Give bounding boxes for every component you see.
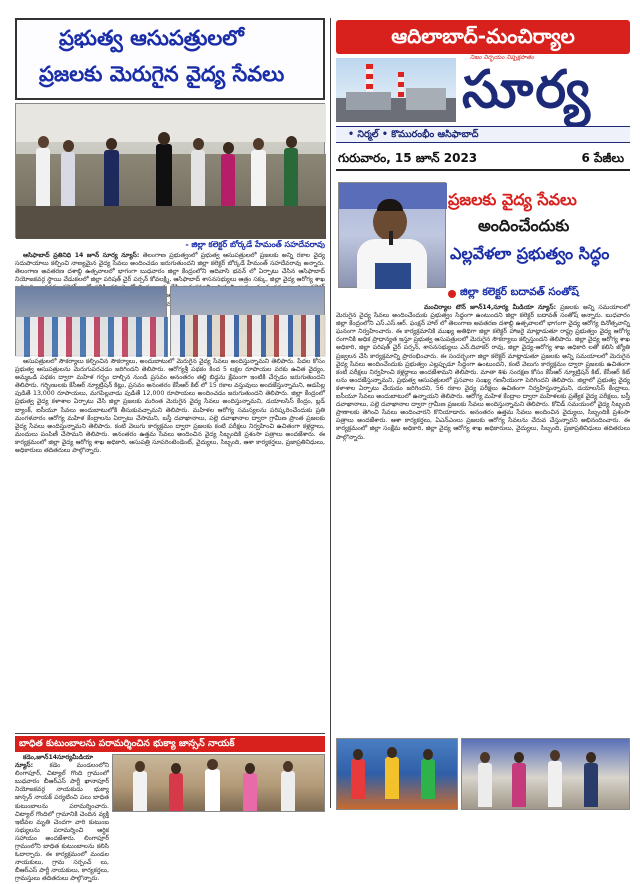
lead-photo-caption: - జిల్లా కలెక్టర్ బోర్కడే హేమంత్ సహదేవరావు — [185, 240, 325, 249]
right-photo-dance — [336, 738, 458, 810]
masthead-building-image — [336, 58, 456, 122]
right-headline-line-3: ఎల్లవేళలా ప్రభుత్వం సిద్ధం — [450, 244, 610, 263]
right-body: ప్రజలకు అన్ని సమయాలలో మెరుగైన వైద్య సేవలు అందించేందుకు ప్రభుత్వం సిద్ధంగా ఉంటుందని జిల్లా కలెక్టర్ బదావత్ సంతోష్ అన్నారు. బుధవారం జిల్లా కేంద్రంలోని ఎస్.ఎస్.ఆర్. ఫంక్షన్ హాల్ లో తెలంగాణ అవతరణ దశాబ్ది ఉత్సవాలలో భాగంగా వైద్య ఆరోగ్య దినోత్సవాన్ని ఘనంగా నిర్వహించారు. ఈ కార్యక్రమానికి ముఖ్య అతిథిగా జిల్లా కలెక్టర్ హాజరై మాట్లాడుతూ రాష్ట్ర ప్రభుత్వం వైద్య ఆరోగ్య రంగానికి అధిక ప్రాధాన్యత ఇస్తూ ప్రభుత్వ ఆసుపత్రులలో మెరుగైన సౌకర్యాలు కల్పిస్తుందని తెలిపారు. జిల్లా వైద్య ఆరోగ్య శాఖ అధికారి, జిల్లా పరిషత్ చైర్ పర్సన్, శాసనసభ్యులు ఎన్.దివాకర్ రావు, జిల్లా వైద్య-ఆరోగ్య శాఖ అధికారి లతో కలిసి జ్యోతి ప్రజ్వలన చేసి కార్యక్రమాన్ని ప్రారంభించారు. ఈ సందర్భంగా జిల్లా కలెక్టర్ మాట్లాడుతూ ప్రజలకు అన్ని సమయాలలో మెరుగైన వైద్య సేవలు అందించేందుకు ప్రభుత్వం ఎల్లప్పుడూ సిద్ధంగా ఉంటుందని, కంటి వెలుగు కార్యక్రమం ద్వారా ప్రజలకు ఉచితంగా కంటి పరీక్షలు నిర్వహించి కళ్లద్దాలు అందజేశామని తెలిపారు. మాతా శిశు సంరక్షణ కోసం కేసీఆర్ న్యూట్రిషన్ కిట్, కేసీఆర్ కిట్ లను అందజేస్తున్నామని, ప్రభుత్వ ఆసుపత్రులలో ప్రసవాల సంఖ్య గణనీయంగా పెరిగిందని తెలిపారు. జిల్లాలో ప్రభుత్వ వైద్య కళాశాల ఏర్పాటు చేయడం జరిగిందని, 56 రకాల వైద్య పరీక్షలు ఉచితంగా నిర్వహిస్తున్నామని, డయాలసిస్ కేంద్రాలు, ఐసీయూ సేవలు అందుబాటులో ఉన్నాయని తెలిపారు. ఆరోగ్య మహిళ కేంద్రాల ద్వారా మహిళలకు ప్రత్యేక వైద్య పరీక్షలు, బస్తీ దవాఖానాలు, పల్లె దవాఖానాల ద్వారా గ్రామీణ ప్రజలకు సేవలు అందిస్తున్నామని తెలిపారు. కోవిడ్ సమయంలో వైద్య సిబ్బంది ప్రాణాలకు తెగించి సేవలు అందించారని కొనియాడారు. అనంతరం ఉత్తమ సేవలు అందించిన వైద్యులు, సిబ్బందికి ప్రశంసా పత్రాలు అందజేశారు. ఆశా కార్యకర్తలు, ఏఎన్ఎంలు ప్రజలకు ఆరోగ్య సేవలను చేరువ చేస్తున్నారని అభినందించారు. ఈ కార్యక్రమంలో జిల్లా సంక్షేమ అధికారి, జిల్లా వైద్య ఆరోగ్య శాఖ అధికారులు, వైద్యులు, సిబ్బంది, ప్రజాప్రతినిధులు తదితరులు పాల్గొన్నారు. — [336, 304, 631, 441]
right-dateline: మంచిర్యాల టౌన్ జూన్14,సూర్య మీడియా న్యూస్: — [424, 304, 557, 311]
right-headline-line-1: ప్రజలకు వైద్య సేవలు — [448, 190, 577, 209]
side-story-body — [15, 754, 109, 883]
lead-headline-box — [15, 18, 325, 100]
lead-headline-line-1: ప్రభుత్వ ఆసుపత్రులలో — [59, 26, 244, 50]
lead-photo-audience-2 — [170, 286, 325, 356]
lead-body-bottom — [15, 358, 325, 730]
lead-body-2: ఆసుపత్రులలో సౌకర్యాలు కల్పించిన సౌకర్యాలు, అందుబాటులో మెరుగైన వైద్య సేవలు అందిస్తున్నామని తెలిపారు. పేదల కోసం ప్రభుత్వ ఆసుపత్రులను మెరుగుపరచడం జరిగిందని తెలిపారు. ఆరోగ్యశ్రీ పథకం కింద 5 లక్షల రూపాయల వరకు ఉచిత వైద్యం, అమ్మఒడి పథకం ద్వారా మహిళ గర్భం దాల్చిన నుండి ప్రసవం అనంతరం తల్లి బిడ్డను క్షేమంగా ఇంటికి చేర్చడం జరుగుతుందని తెలిపారు. గర్భిణులకు కేసీఆర్ న్యూట్రిషన్ కిట్లు, ప్రసవం అనంతరం కేసీఆర్ కిట్ లో 15 రకాల వస్తువులు అందజేస్తున్నామని, ఆడపిల్ల పుడితే 13,000 రూపాయలు, మగపిల్లవాడు పుడితే 12,000 రూపాయలు అందించడం జరుగుతుందని తెలిపారు. జిల్లా కేంద్రంలో ప్రభుత్వ వైద్య కళాశాల ఏర్పాటు చేసి జిల్లా ప్రజలకు మరింత మెరుగైన వైద్య సేవలు అందిస్తున్నామని, డయాలసిస్ కేంద్రం, బ్లడ్ బ్యాంక్, ఐసీయూ సేవలు అందుబాటులోకి తీసుకువచ్చామని తెలిపారు. మహిళల ఆరోగ్య సమస్యలను పరిష్కరించేందుకు ప్రతి మంగళవారం ఆరోగ్య మహిళ కేంద్రాలను ఏర్పాటు చేసామని, బస్తీ దవాఖానాలు, పల్లె దవాఖానాల ద్వారా గ్రామీణ ప్రాంత ప్రజలకు వైద్య సేవలు అందిస్తున్నామని తెలిపారు. కంటి వెలుగు కార్యక్రమం ద్వారా ప్రజలకు కంటి పరీక్షలు నిర్వహించి ఉచితంగా కళ్లద్దాలు, మందులు పంపిణీ చేసామని తెలిపారు. అనంతరం ఉత్తమ సేవలు అందించిన వైద్య సిబ్బందికి ప్రశంసా పత్రాలు అందజేశారు. ఈ కార్యక్రమంలో జిల్లా వైద్య ఆరోగ్య శాఖ అధికారి, ఆసుపత్రి సూపరింటెండెంట్, వైద్యులు, సిబ్బంది, ఆశా కార్యకర్తలు, ప్రజాప్రతినిధులు, అధికారులు తదితరులు పాల్గొన్నారు. — [15, 358, 325, 455]
lead-photo-stage — [15, 103, 325, 238]
side-dateline: కడెం,జూన్14సూర్యమీడియా న్యూస్: — [15, 754, 94, 770]
masthead-date-bar — [336, 147, 630, 171]
right-byline-bullet-icon — [448, 290, 456, 298]
lead-headline-line-2: ప్రజలకు మెరుగైన వైద్య సేవలు — [39, 62, 285, 86]
right-story-body — [336, 304, 630, 774]
side-story-headline-bar — [15, 736, 325, 752]
masthead-region-title: ఆదిలాబాద్-మంచిర్యాల — [391, 24, 575, 48]
masthead-districts: • నిర్మల్ • కొమురంభీం ఆసిఫాబాద్ — [348, 129, 479, 140]
side-story-headline: బాధిత కుటుంబాలను పరామర్శించిన భుక్యా జాన్సన్ నాయక్ — [19, 738, 235, 749]
lead-dateline: ఆసిఫాబాద్ ప్రతినిధి 14 జూన్ సూర్య న్యూస్: — [23, 252, 140, 259]
side-story-photo — [112, 754, 325, 812]
side-body: కడెం మండలంలోని లింగాపూర్, చిట్యాల్ గొంది గ్రామంలో బుధవారం బీఆర్ఎస్ పార్టీ ఖానాపూర్ నియోజకవర్గ నాయకుడు భుక్యా జాన్సన్ నాయక్ పర్యటించి పలు బాధిత కుటుంబాలను పరామర్శించారు. చిట్యాల్ గొందిలో గ్రామానికి చెందిన వ్యక్తి ఇటీవల మృతి చెందగా వారి కుటుంబ సభ్యులను పరామర్శించి ఆర్థిక సహాయం అందజేశారు. లింగాపూర్ గ్రామంలోని బాధిత కుటుంబాలను కలిసి ఓదార్చారు. ఈ కార్యక్రమంలో మండల నాయకులు, గ్రామ సర్పంచ్ లు, బీఆర్ఎస్ పార్టీ నాయకులు, కార్యకర్తలు, గ్రామస్తులు తదితరులు పాల్గొన్నారు. — [15, 762, 109, 883]
masthead-logo-text: సూర్య — [462, 60, 592, 120]
lead-photo-audience-1 — [15, 286, 167, 356]
masthead-tagline: నిజం నిర్భయం నిష్పక్షపాతం — [470, 54, 535, 61]
right-photo-felicitation — [461, 738, 630, 810]
masthead-logo — [458, 52, 633, 124]
side-story-top-rule — [15, 733, 325, 734]
right-byline: జిల్లా కలెక్టర్ బదావత్ సంతోష్ — [460, 286, 579, 298]
collector-portrait-photo — [338, 182, 446, 288]
masthead-region-banner — [336, 20, 630, 54]
masthead-districts-bar — [336, 126, 630, 143]
masthead-page-count: 6 పేజీలు — [581, 151, 624, 165]
lead-body-1: తెలంగాణ ప్రభుత్వంలో ప్రభుత్వ ఆసుపత్రులలో ప్రజలకు అన్ని రకాల వైద్య సదుపాయాలు కల్పించి నాణ్యమైన వైద్య సేవలు అందించడం జరుగుతుందని జిల్లా కలెక్టర్ బోర్కడే హేమంత్ సహదేవరావు అన్నారు. తెలంగాణ అవతరణ దశాబ్ది ఉత్సవాలలో భాగంగా బుధవారం జిల్లా కేంద్రంలోని ఆదివాసి భవన్ లో ఏర్పాటు చేసిన ఆసిఫాబాద్ నియోజకవర్గ స్థాయి వేడుకలలో జిల్లా పరిషత్ చైర్ పర్సన్ కోవలక్ష్మి, ఆసిఫాబాద్ శాసనసభ్యులు ఆత్రం సక్కు, జిల్లా వైద్య ఆరోగ్య శాఖ — [15, 252, 325, 284]
right-headline-line-2: అందించేందుకు — [478, 216, 570, 235]
column-divider — [330, 18, 331, 808]
masthead-date: గురువారం, 15 జూన్ 2023 — [338, 151, 478, 165]
